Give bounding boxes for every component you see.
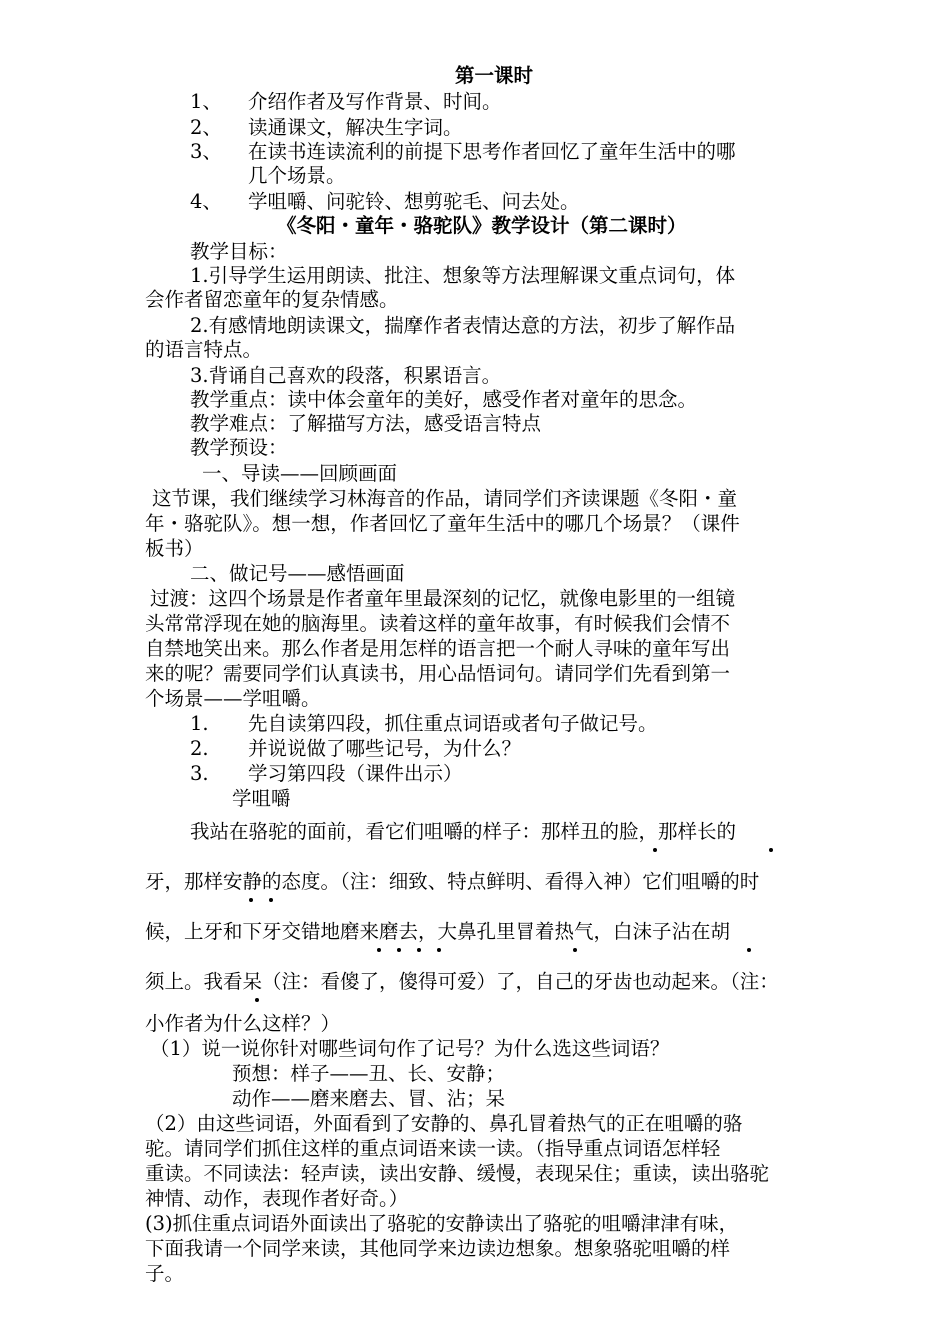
list-number: 3、 [190, 140, 222, 163]
paragraph-line: 个场景——学咀嚼。 [145, 687, 321, 710]
prediction-line: 动作——磨来磨去、冒、沾；呆 [232, 1087, 506, 1110]
goal-line: 2.有感情地朗读课文，揣摩作者表情达意的方法，初步了解作品 [190, 314, 736, 337]
step-text: 并说说做了哪些记号，为什么？ [248, 737, 522, 760]
question-line: 神情、动作，表现作者好奇。） [145, 1187, 409, 1210]
step-item [190, 737, 521, 761]
passage-line: 小作者为什么这样？） [145, 1012, 341, 1035]
list-number: 4、 [190, 190, 222, 213]
list-number: 1、 [190, 90, 222, 113]
question-line: 重读。不同读法：轻声读，读出安静、缓慢，表现呆住；重读，读出骆驼 [145, 1162, 770, 1185]
list-item [190, 190, 580, 214]
step-text: 先自读第四段，抓住重点词语或者句子做记号。 [248, 712, 658, 735]
key-point: 教学重点：读中体会童年的美好，感受作者对童年的思念。 [190, 388, 698, 411]
step-text: 学习第四段（课件出示） [248, 762, 463, 785]
prediction-line: 预想：样子——丑、长、安静； [232, 1062, 506, 1085]
question-line: 驼。请同学们抓住这样的重点词语来读一读。（指导重点词语怎样轻 [145, 1137, 721, 1160]
passage-line: 我站在骆驼的面前，看它们咀嚼的样子：那样丑的脸，那样长的 [190, 820, 737, 843]
emphasis-dot [437, 948, 441, 952]
emphasis-dot [417, 948, 421, 952]
question-line: (3)抓住重点词语外面读出了骆驼的安静读出了骆驼的咀嚼津津有味， [145, 1212, 739, 1235]
goal-line: 1.引导学生运用朗读、批注、想象等方法理解课文重点词句，体 [190, 264, 736, 287]
emphasis-dot [269, 898, 273, 902]
list-text: 介绍作者及写作背景、时间。 [248, 90, 502, 113]
passage-line: 候，上牙和下牙交错地磨来磨去，大鼻孔里冒着热气，白沫子沾在胡 [145, 920, 731, 943]
paragraph-line: 过渡：这四个场景是作者童年里最深刻的记忆，就像电影里的一组镜 [150, 587, 736, 610]
emphasis-dot [397, 948, 401, 952]
step-item [190, 762, 463, 786]
emphasis-dot [249, 898, 253, 902]
goal-line: 会作者留恋童年的复杂情感。 [145, 288, 399, 311]
list-item [190, 140, 736, 164]
list-text: 学咀嚼、问驼铃、想剪驼毛、问去处。 [248, 190, 580, 213]
step-number: 2. [190, 737, 209, 760]
paragraph-line: 头常常浮现在她的脑海里。读着这样的童年故事，有时候我们会情不 [145, 612, 731, 635]
emphasis-dot [573, 948, 577, 952]
paragraph-line: 年・骆驼队》。想一想，作者回忆了童年生活中的哪几个场景？（课件 [145, 512, 740, 535]
list-text: 在读书连读流利的前提下思考作者回忆了童年生活中的哪 [248, 140, 736, 163]
paragraph-line: 来的呢？需要同学们认真读书，用心品悟词句。请同学们先看到第一 [145, 662, 731, 685]
list-number: 2、 [190, 116, 222, 139]
section-heading: 二、做记号——感悟画面 [190, 562, 405, 585]
list-item-continuation: 几个场景。 [248, 164, 346, 187]
preset-label: 教学预设： [190, 436, 288, 459]
emphasis-dot [377, 948, 381, 952]
question-line: 子。 [145, 1262, 185, 1285]
difficulty: 教学难点：了解描写方法，感受语言特点 [190, 412, 542, 435]
paragraph-line: 自禁地笑出来。那么作者是用怎样的语言把一个耐人寻味的童年写出 [145, 637, 731, 660]
section-heading: 一、导读——回顾画面 [202, 462, 398, 485]
emphasis-dot [255, 998, 259, 1002]
emphasis-dot [747, 948, 751, 952]
goals-label: 教学目标： [190, 240, 288, 263]
session2-title: 《冬阳・童年・骆驼队》教学设计（第二课时） [277, 214, 687, 237]
goal-line: 的语言特点。 [145, 338, 263, 361]
question-line: （1）说一说你针对哪些词句作了记号？为什么选这些词语？ [150, 1037, 670, 1060]
step-item [190, 712, 658, 736]
list-text: 读通课文，解决生字词。 [248, 116, 463, 139]
passage-line: 牙，那样安静的态度。（注：细致、特点鲜明、看得入神）它们咀嚼的时 [145, 870, 760, 893]
question-line: （2）由这些词语，外面看到了安静的、鼻孔冒着热气的正在咀嚼的骆 [145, 1112, 743, 1135]
list-item [190, 90, 502, 114]
session1-title: 第一课时 [455, 64, 534, 87]
step-number: 1. [190, 712, 209, 735]
emphasis-dot [653, 848, 657, 852]
passage-line: 须上。我看呆（注：看傻了，傻得可爱）了，自己的牙齿也动起来。（注： [145, 970, 779, 993]
question-line: 下面我请一个同学来读，其他同学来边读边想象。想象骆驼咀嚼的样 [145, 1237, 731, 1260]
paragraph-line: 这节课，我们继续学习林海音的作品，请同学们齐读课题《冬阳・童 [152, 487, 738, 510]
passage-subtitle: 学咀嚼 [232, 787, 291, 810]
list-item [190, 116, 463, 140]
paragraph-line: 板书） [145, 537, 204, 560]
step-number: 3. [190, 762, 209, 785]
goal-line: 3.背诵自己喜欢的段落，积累语言。 [190, 364, 502, 387]
emphasis-dot [769, 848, 773, 852]
